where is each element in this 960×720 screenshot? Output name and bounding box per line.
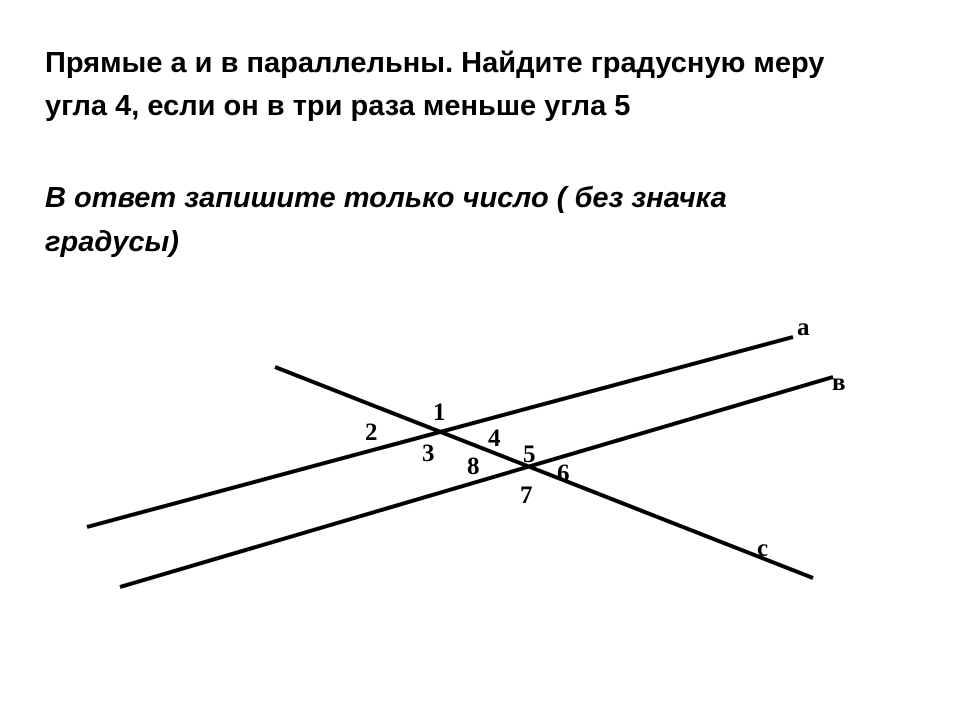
label-line-c: c — [757, 535, 769, 562]
note-line-2: градусы) — [45, 226, 179, 258]
angle-label-7: 7 — [520, 482, 533, 509]
label-line-a: a — [797, 314, 810, 341]
line-c — [275, 367, 813, 578]
angle-label-5: 5 — [523, 441, 536, 468]
label-line-b: в — [832, 369, 846, 396]
angle-label-2: 2 — [365, 419, 378, 446]
angle-label-3: 3 — [422, 440, 435, 467]
note-line-1: В ответ запишите только число ( без значка — [45, 182, 727, 214]
angle-label-6: 6 — [557, 460, 570, 487]
task-line-1: Прямые а и в параллельны. Найдите градусную меру — [45, 47, 825, 79]
task-line-2: угла 4, если он в три раза меньше угла 5 — [45, 90, 631, 122]
angle-label-1: 1 — [433, 399, 446, 426]
angle-label-4: 4 — [488, 425, 501, 452]
line-b — [120, 377, 833, 587]
angle-label-8: 8 — [467, 453, 480, 480]
